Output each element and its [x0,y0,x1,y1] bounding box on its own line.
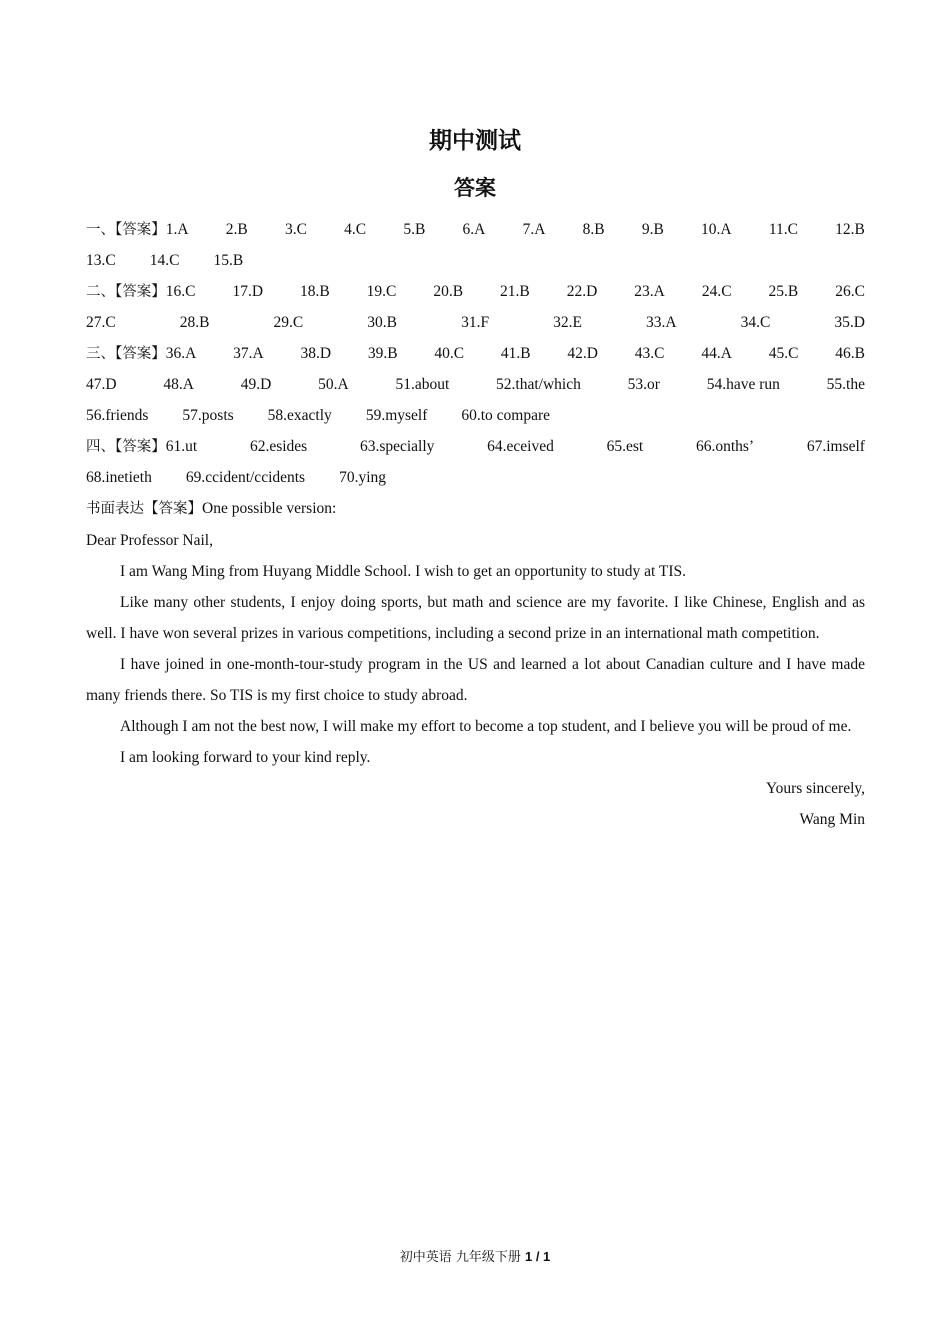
answer-item: 36.A [165,345,197,362]
answer-item: 65.est [606,438,644,455]
answer-content [86,214,865,835]
answer-item: 55.the [826,376,865,393]
answer-item: 15.B [213,252,244,269]
letter-paragraph-3: I have joined in one-month-tour-study program in the US and learned a lot about Canadian culture and I have made many friends there. So TIS is my first choice to study abroad. [86,656,865,704]
answer-item: 3.C [284,221,307,238]
answer-item: 7.A [522,221,546,238]
answer-item: 53.or [627,376,660,393]
answer-item: 28.B [179,314,210,331]
answer-item: 4.C [344,221,367,238]
letter-paragraph-1: I am Wang Ming from Huyang Middle School. I wish to get an opportunity to study at TIS. [120,563,687,580]
answer-item: 19.C [366,283,397,300]
page-subtitle: 答案 [454,176,496,200]
answer-item: 58.exactly [267,407,332,424]
answer-item: 11.C [768,221,798,238]
answer-item: 2.B [225,221,248,238]
answer-item: 12.B [835,221,865,238]
answer-item: 32.E [553,314,582,331]
answer-item: 16.C [165,283,196,300]
writing-header [86,493,865,525]
answer-item: 62.esides [249,438,308,455]
answer-item: 44.A [701,345,732,362]
answer-item: 25.B [768,283,799,300]
section-lead [86,338,196,369]
footer-text: 初中英语 九年级下册 [399,1250,525,1265]
section-label: 一、【答案】 [86,222,166,238]
page-number: 1 / 1 [524,1249,551,1264]
answer-item: 24.C [701,283,732,300]
answer-item: 8.B [582,221,605,238]
answer-item: 54.have run [706,376,780,393]
answer-item: 33.A [646,314,677,331]
answer-item: 9.B [641,221,664,238]
answer-item: 56.friends [86,407,149,424]
answer-item: 40.C [434,345,465,362]
answer-item: 23.A [634,283,665,300]
answer-item: 22.D [566,283,598,300]
answer-item: 5.B [403,221,426,238]
answer-item: 34.C [740,314,771,331]
letter-signature: Wang Min [799,811,865,828]
answer-item: 63.specially [359,438,435,455]
answer-item: 38.D [300,345,332,362]
writing-label: 书面表达【答案】 [86,501,202,517]
answer-item: 30.B [367,314,398,331]
letter-paragraph-4: Although I am not the best now, I will make my effort to become a top student, and I believe you will be proud of me. [120,718,852,735]
letter-paragraph-2: Like many other students, I enjoy doing sports, but math and science are my favorite. I like Chinese, English and as well. I have won several prizes in various competitions, including a second prize in an international math competition. [86,594,865,642]
answer-line [86,400,865,431]
answer-item: 14.C [149,252,180,269]
answer-item: 48.A [163,376,194,393]
answer-item: 35.D [834,314,865,331]
section-lead [86,276,195,307]
answer-item: 1.A [165,221,189,238]
page-footer [0,1246,950,1265]
answer-item: 47.D [86,376,117,393]
answer-item: 26.C [835,283,865,300]
answer-item: 70.ying [339,469,387,486]
writing-section [86,493,865,835]
answer-item: 31.F [461,314,490,331]
answer-item: 50.A [318,376,349,393]
answer-item: 20.B [433,283,464,300]
section-label: 三、【答案】 [86,346,166,362]
letter-closing: Yours sincerely, [765,780,865,797]
answer-item: 43.C [634,345,665,362]
answer-item: 13.C [86,252,116,269]
answer-item: 6.A [462,221,486,238]
writing-intro: One possible version: [202,500,337,517]
answer-item: 18.B [299,283,330,300]
answer-item: 10.A [701,221,732,238]
answer-item: 21.B [500,283,530,300]
answer-item: 51.about [395,376,450,393]
answer-line [86,462,865,493]
section-lead [86,214,189,245]
answer-item: 66.onths’ [695,438,755,455]
answer-item: 61.ut [165,438,198,455]
answer-item: 69.ccident/ccidents [185,469,306,486]
answer-item: 59.myself [365,407,428,424]
answer-line [86,431,865,462]
answer-item: 29.C [273,314,304,331]
answer-line [86,214,865,245]
answer-item: 39.B [367,345,398,362]
answer-line [86,369,865,400]
answer-line [86,276,865,307]
answer-item: 60.to compare [461,407,551,424]
answer-item: 64.eceived [487,438,554,455]
letter-paragraph-5: I am looking forward to your kind reply. [120,749,371,766]
answer-item: 57.posts [182,407,234,424]
answer-item: 46.B [835,345,865,362]
answer-item: 52.that/which [496,376,581,393]
answer-line [86,245,865,276]
letter-greeting: Dear Professor Nail, [86,532,213,549]
answer-item: 41.B [500,345,531,362]
answer-item: 45.C [768,345,799,362]
answer-item: 27.C [86,314,116,331]
answer-item: 68.inetieth [86,469,152,486]
page-title: 期中测试 [429,128,521,154]
answer-item: 67.imself [806,438,865,455]
answer-line [86,338,865,369]
answer-item: 37.A [233,345,264,362]
answer-sections [86,214,865,493]
answer-item: 42.D [567,345,598,362]
answer-line [86,307,865,338]
answer-item: 17.D [232,283,264,300]
answer-item: 49.D [240,376,272,393]
section-label: 四、【答案】 [86,439,166,455]
section-label: 二、【答案】 [86,284,166,300]
section-lead [86,431,197,462]
